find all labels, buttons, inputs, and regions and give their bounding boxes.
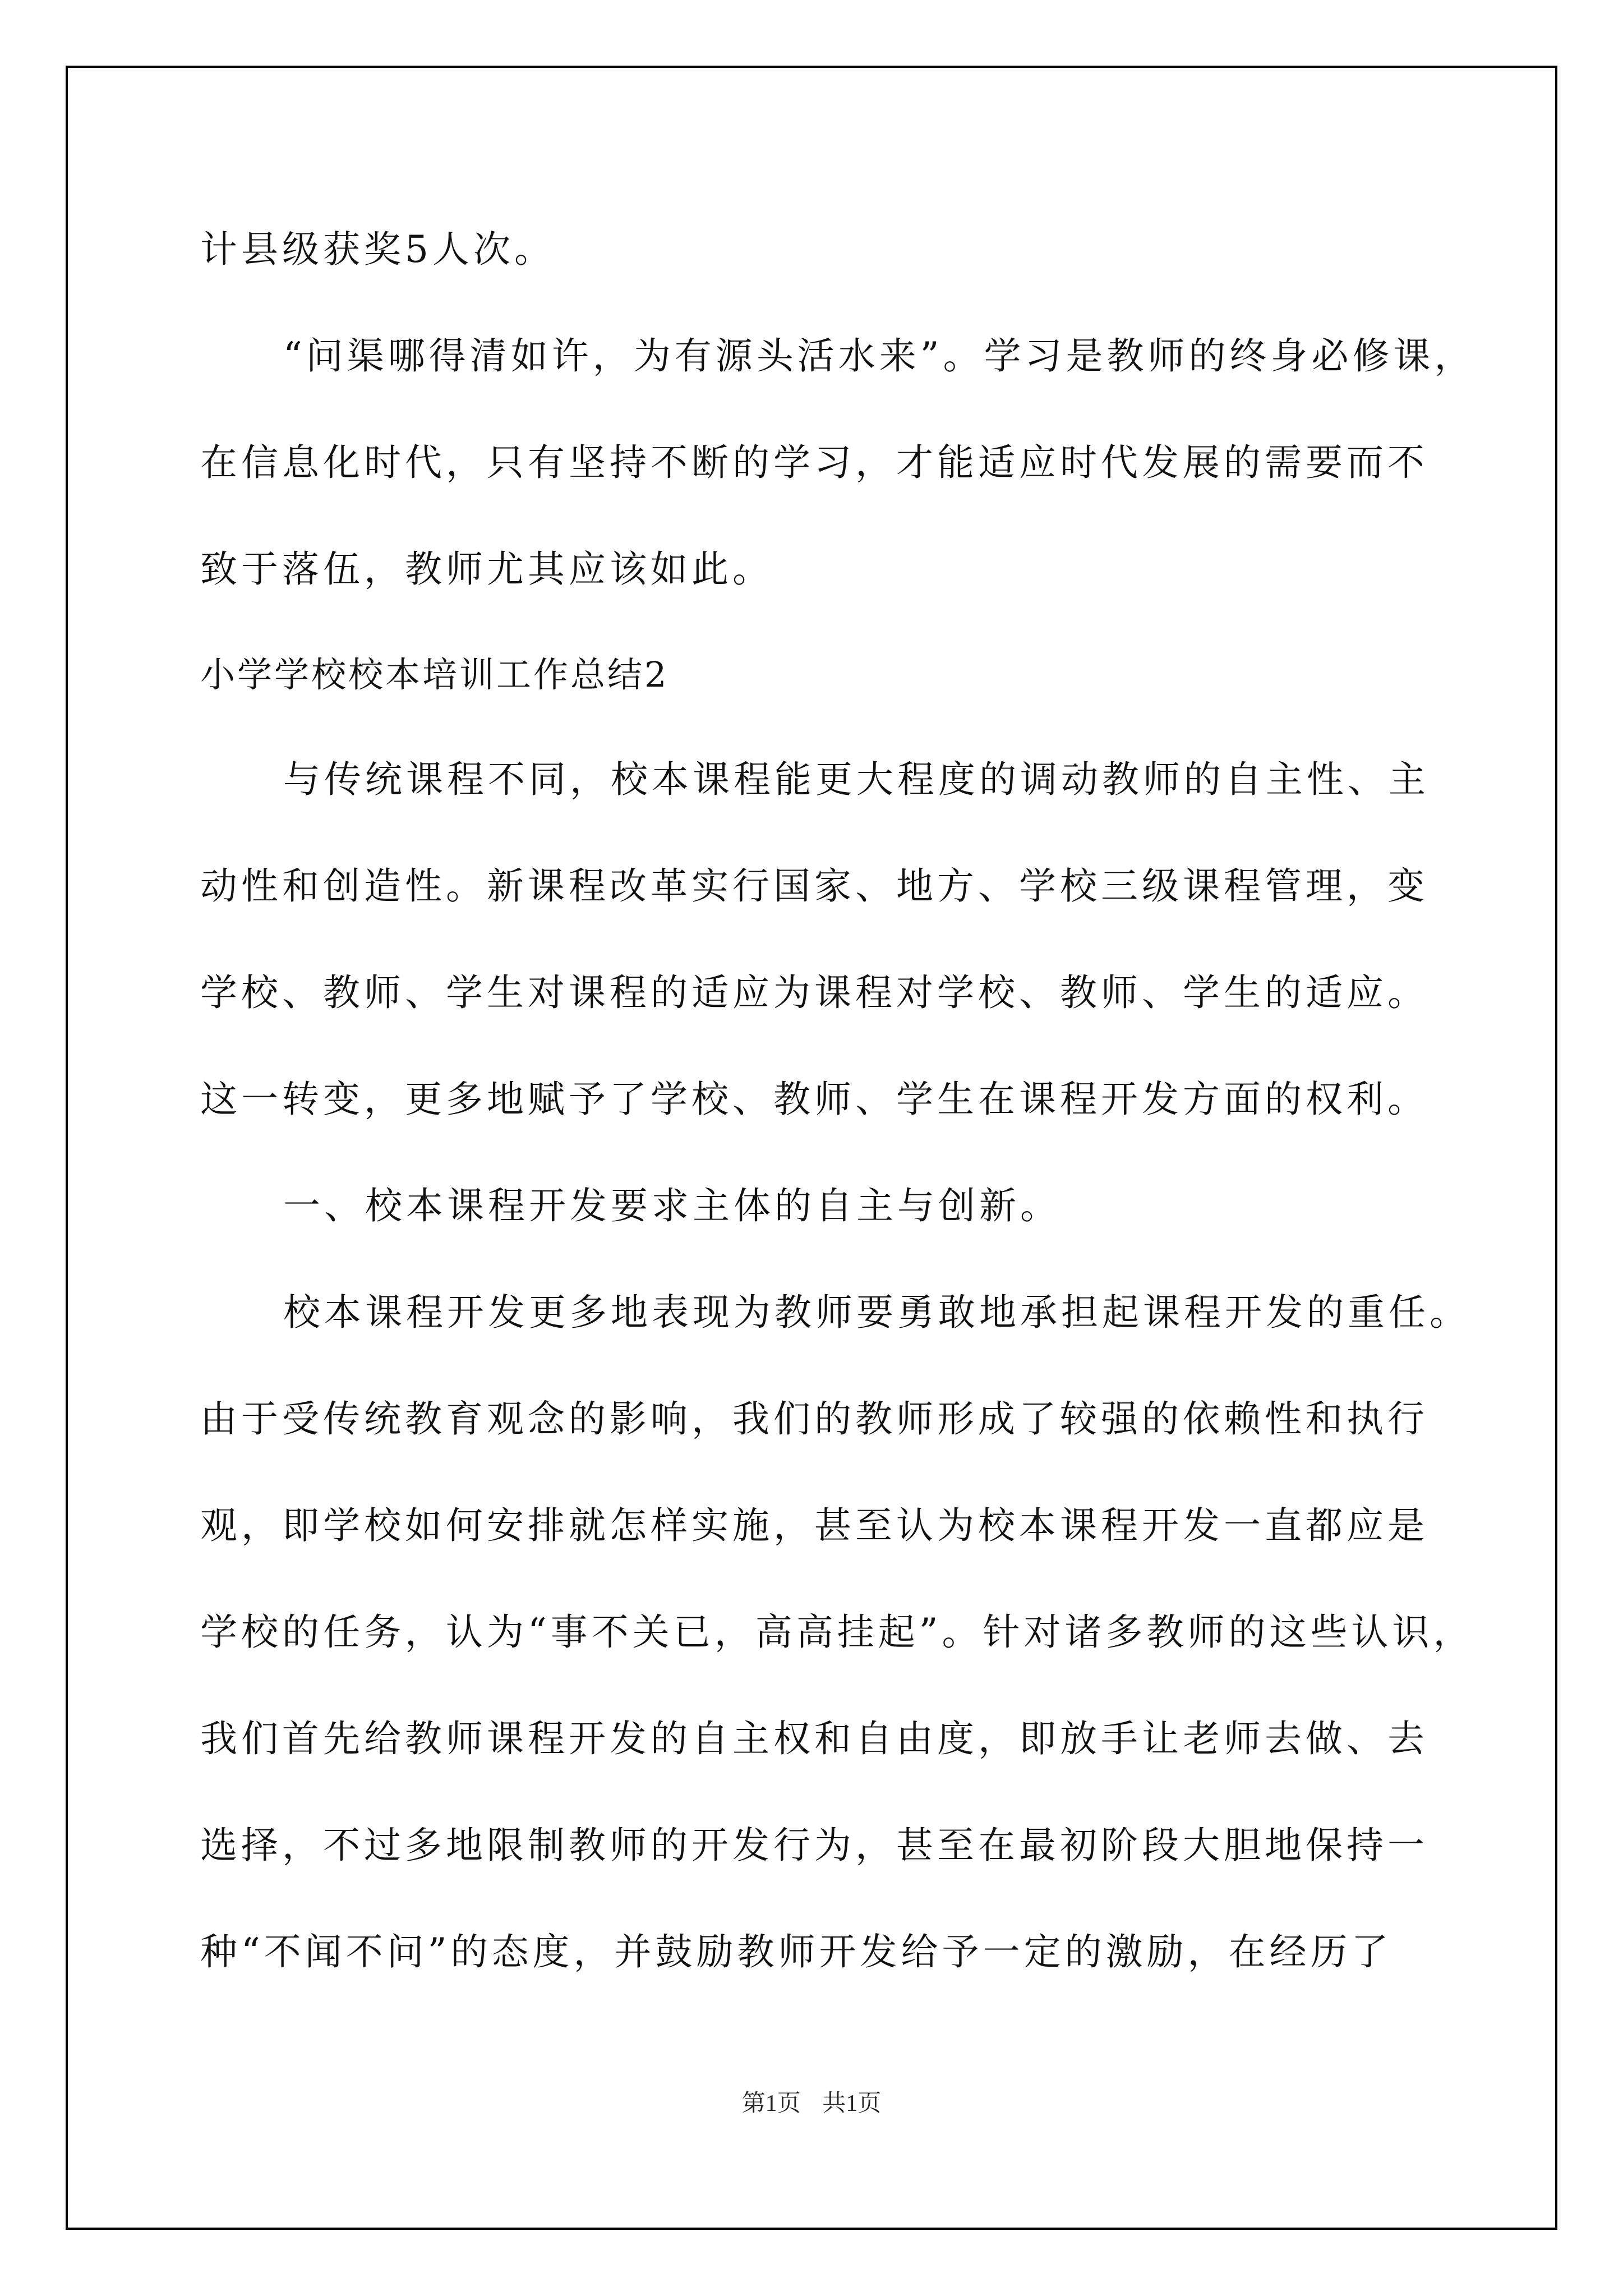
text-line-12: 由于受传统教育观念的影响，我们的教师形成了较强的依赖性和执行 [200, 1397, 1428, 1441]
page-total: 共1页 [822, 2091, 882, 2116]
text-line-4: 致于落伍，教师尤其应该如此。 [200, 547, 773, 591]
text-line-2: “问渠哪得清如许，为有源头活水来”。学习是教师的终身必修课， [283, 334, 1476, 378]
section-heading: 小学学校校本培训工作总结2 [200, 654, 669, 695]
text-line-11: 校本课程开发更多地表现为教师要勇敢地承担起课程开发的重任。 [283, 1291, 1470, 1334]
text-line-16: 选择，不过多地限制教师的开发行为，甚至在最初阶段大胆地保持一 [200, 1824, 1428, 1867]
text-line-10: 一、校本课程开发要求主体的自主与创新。 [283, 1184, 1061, 1227]
text-line-13: 观，即学校如何安排就怎样实施，甚至认为校本课程开发一直都应是 [200, 1504, 1428, 1547]
page-footer [0, 2090, 1623, 2118]
text-line-1: 计县级获奖5人次。 [200, 228, 555, 271]
page-number: 第1页 [741, 2091, 801, 2116]
text-line-17: 种“不闻不问”的态度，并鼓励教师开发给予一定的激励，在经历了 [200, 1930, 1393, 1973]
text-line-8: 学校、教师、学生对课程的适应为课程对学校、教师、学生的适应。 [200, 971, 1428, 1014]
text-line-3: 在信息化时代，只有坚持不断的学习，才能适应时代发展的需要而不 [200, 441, 1428, 484]
text-line-9: 这一转变，更多地赋予了学校、教师、学生在课程开发方面的权利。 [200, 1078, 1428, 1121]
text-line-14: 学校的任务，认为“事不关已，高高挂起”。针对诸多教师的这些认识， [200, 1611, 1474, 1654]
text-line-6: 与传统课程不同，校本课程能更大程度的调动教师的自主性、主 [283, 758, 1430, 801]
page-border [66, 66, 1557, 2230]
text-line-15: 我们首先给教师课程开发的自主权和自由度，即放手让老师去做、去 [200, 1717, 1428, 1760]
text-line-7: 动性和创造性。新课程改革实行国家、地方、学校三级课程管理，变 [200, 864, 1428, 908]
